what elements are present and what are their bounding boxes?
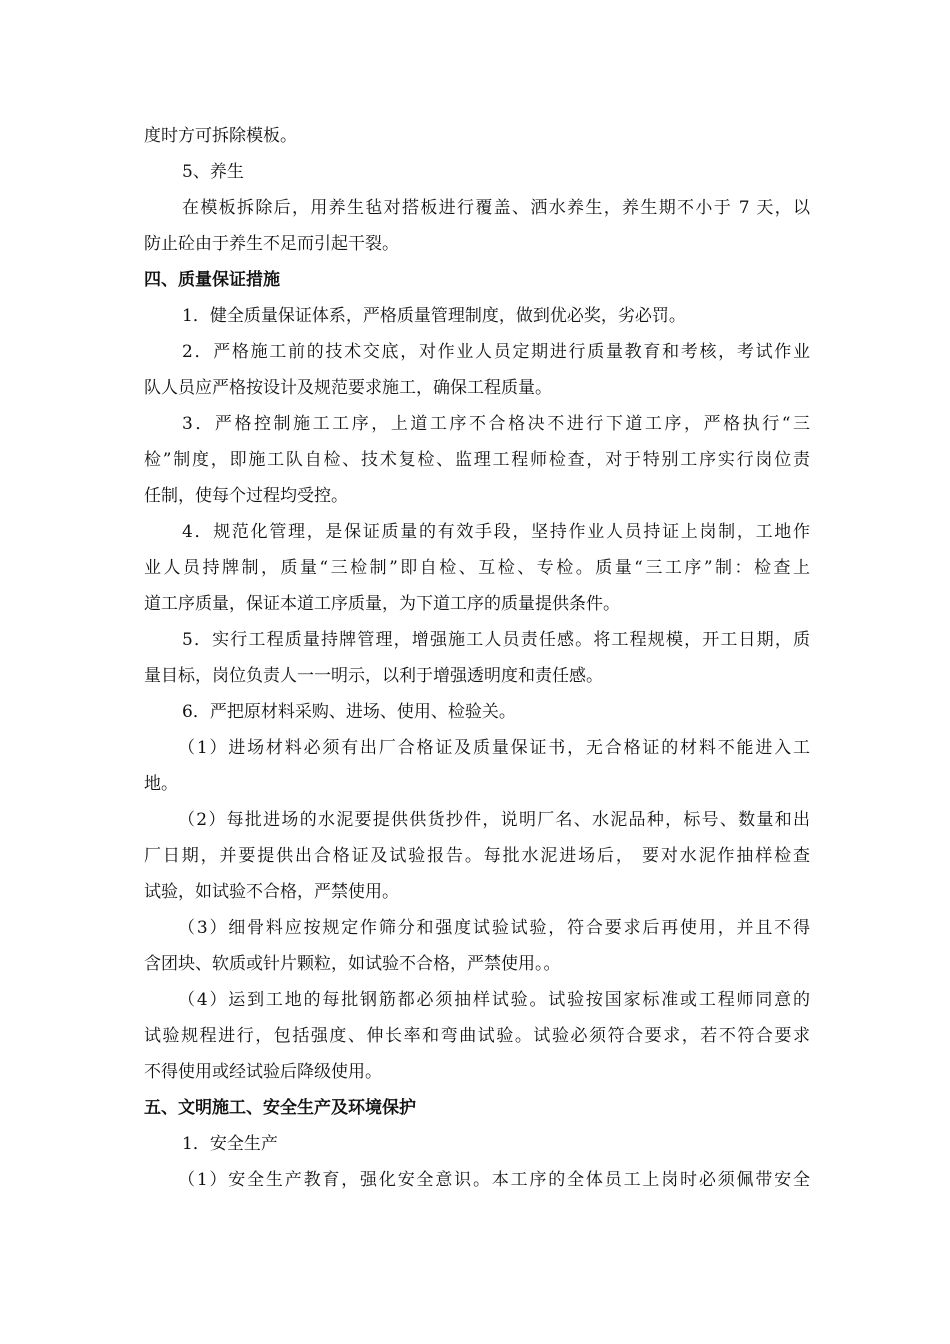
paragraph-line: 量目标，岗位负责人一一明示，以利于增强透明度和责任感。	[144, 666, 603, 686]
section-heading: 四、质量保证措施	[144, 270, 280, 290]
paragraph-line: （4）运到工地的每批钢筋都必须抽样试验。试验按国家标准或工程师同意的	[178, 990, 810, 1010]
paragraph-line: （2）每批进场的水泥要提供供货抄件，说明厂名、水泥品种，标号、数量和出	[178, 810, 810, 830]
paragraph-line: 4．规范化管理，是保证质量的有效手段，坚持作业人员持证上岗制，工地作	[182, 522, 810, 542]
paragraph-line: （3）细骨料应按规定作筛分和强度试验试验，符合要求后再使用，并且不得	[178, 918, 810, 938]
paragraph-line: 队人员应严格按设计及规范要求施工，确保工程质量。	[144, 378, 552, 398]
paragraph-line: 试验规程进行，包括强度、伸长率和弯曲试验。试验必须符合要求，若不符合要求	[144, 1026, 810, 1046]
paragraph-line: 道工序质量，保证本道工序质量，为下道工序的质量提供条件。	[144, 594, 620, 614]
subsection-heading: 5、养生	[182, 162, 244, 182]
paragraph-line: 度时方可拆除模板。	[144, 126, 297, 146]
paragraph-line: 2．严格施工前的技术交底，对作业人员定期进行质量教育和考核，考试作业	[182, 342, 810, 362]
paragraph-line: 5．实行工程质量持牌管理，增强施工人员责任感。将工程规模，开工日期，质	[182, 630, 810, 650]
paragraph-line: 厂日期，并要提供出合格证及试验报告。每批水泥进场后， 要对水泥作抽样检查	[144, 846, 810, 866]
paragraph-line: 防止砼由于养生不足而引起干裂。	[144, 234, 399, 254]
paragraph-line: 试验，如试验不合格，严禁使用。	[144, 882, 399, 902]
paragraph-line: 3．严格控制施工工序，上道工序不合格决不进行下道工序，严格执行“三	[182, 414, 810, 434]
paragraph-line: 检”制度，即施工队自检、技术复检、监理工程师检查，对于特别工序实行岗位责	[144, 450, 810, 470]
section-heading: 五、文明施工、安全生产及环境保护	[144, 1098, 416, 1118]
paragraph-line: （1）进场材料必须有出厂合格证及质量保证书，无合格证的材料不能进入工	[178, 738, 810, 758]
paragraph-line: （1）安全生产教育，强化安全意识。本工序的全体员工上岗时必须佩带安全	[178, 1170, 810, 1190]
paragraph-line: 1．健全质量保证体系，严格质量管理制度，做到优必奖，劣必罚。	[182, 306, 686, 326]
paragraph-line: 业人员持牌制，质量“三检制”即自检、互检、专检。质量“三工序”制：检查上	[144, 558, 810, 578]
subsection-heading: 1．安全生产	[182, 1134, 278, 1154]
paragraph-line: 不得使用或经试验后降级使用。	[144, 1062, 382, 1082]
paragraph-line: 任制，使每个过程均受控。	[144, 486, 348, 506]
paragraph-line: 含团块、软质或针片颗粒，如试验不合格，严禁使用。。	[144, 954, 561, 974]
paragraph-line: 在模板拆除后，用养生毡对搭板进行覆盖、洒水养生，养生期不小于 7 天，以	[182, 198, 810, 218]
paragraph-line: 地。	[144, 774, 178, 794]
paragraph-line: 6．严把原材料采购、进场、使用、检验关。	[182, 702, 516, 722]
